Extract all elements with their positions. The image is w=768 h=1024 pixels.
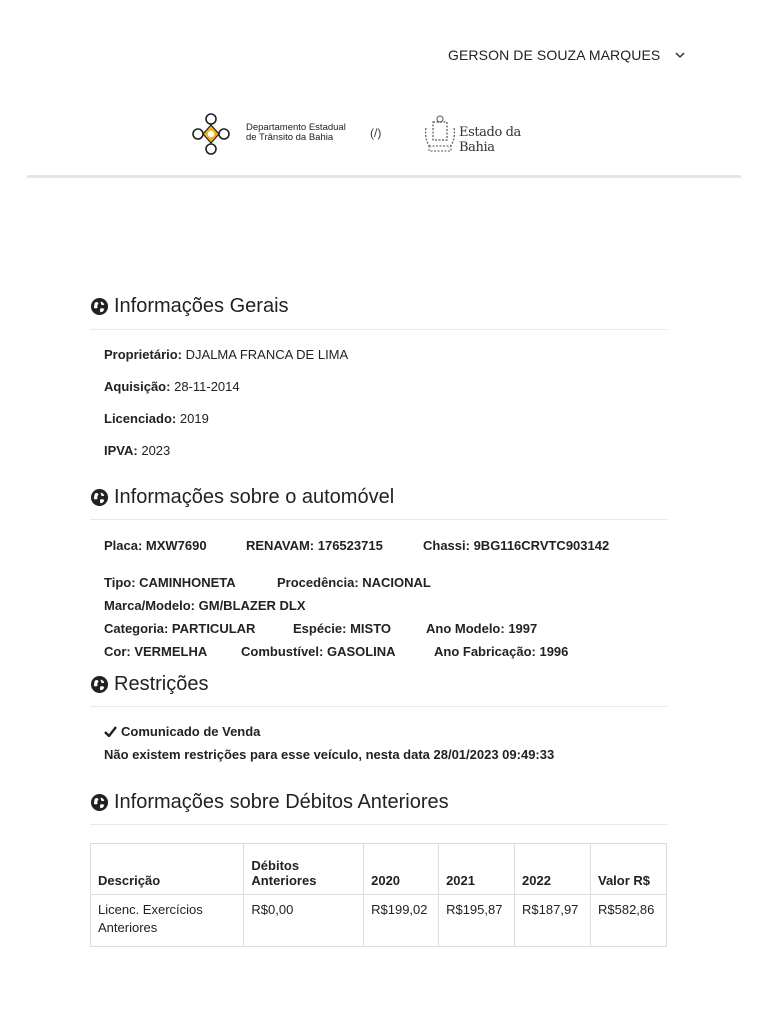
- sale-notice-text: Comunicado de Venda: [121, 724, 261, 739]
- species-field: Espécie: MISTO: [293, 621, 392, 636]
- column-header: Débitos Anteriores: [244, 844, 364, 895]
- restrictions-message-text: Não existem restrições para esse veículo, nesta data 28/01/2023 09:49:33: [104, 747, 555, 762]
- column-header: Valor R$: [590, 844, 666, 895]
- owner-label: Proprietário:: [104, 347, 183, 362]
- color-field: Cor: VERMELHA: [104, 644, 208, 659]
- restrictions-title: [90, 673, 667, 696]
- debts-title: [90, 791, 667, 814]
- column-header: Descrição: [91, 844, 244, 895]
- fuel-field: Combustível: GASOLINA: [241, 644, 396, 659]
- detran-name: Departamento Estadual de Trânsito da Bahia: [246, 122, 346, 143]
- plate-field: Placa: MXW7690: [104, 538, 207, 553]
- acquisition-field: [104, 379, 240, 394]
- table-cell: R$199,02: [364, 895, 439, 947]
- acquisition-label: Aquisição:: [104, 379, 171, 394]
- globe-icon: [90, 297, 109, 316]
- table-cell: R$195,87: [439, 895, 515, 947]
- state-name: Estado da Bahia: [459, 125, 521, 155]
- acquisition-value: 28-11-2014: [174, 379, 240, 394]
- chevron-down-icon[interactable]: [674, 49, 686, 61]
- column-header: 2020: [364, 844, 439, 895]
- manufacture-year-field: Ano Fabricação: 1996: [434, 644, 569, 659]
- divider: [90, 706, 667, 707]
- column-header: 2021: [439, 844, 515, 895]
- category-field: Categoria: PARTICULAR: [104, 621, 256, 636]
- debts-table: [90, 843, 667, 947]
- section-heading: Informações sobre o automóvel: [114, 486, 395, 508]
- vehicle-info-title: [90, 486, 667, 509]
- divider: [90, 824, 667, 825]
- section-heading: Informações sobre Débitos Anteriores: [114, 791, 449, 813]
- user-menu[interactable]: [448, 47, 686, 63]
- table-row: [91, 895, 667, 947]
- make-model-field: Marca/Modelo: GM/BLAZER DLX: [104, 598, 306, 613]
- section-heading: Restrições: [114, 673, 209, 695]
- ipva-label: IPVA:: [104, 443, 138, 458]
- table-cell: R$0,00: [244, 895, 364, 947]
- logo-separator: (/): [370, 126, 382, 140]
- column-header: 2022: [515, 844, 591, 895]
- header-divider: [27, 175, 741, 178]
- divider: [90, 329, 667, 330]
- header-logos: [190, 112, 550, 156]
- bahia-coat-of-arms-logo: [423, 114, 457, 154]
- owner-field: [104, 347, 348, 362]
- renavam-field: RENAVAM: 176523715: [246, 538, 383, 553]
- licensed-label: Licenciado:: [104, 411, 177, 426]
- licensed-field: [104, 411, 209, 426]
- check-icon: [104, 726, 117, 737]
- table-cell: Licenc. Exercícios Anteriores: [91, 895, 244, 947]
- table-cell: R$582,86: [590, 895, 666, 947]
- section-heading: Informações Gerais: [114, 295, 289, 317]
- detran-logo: [190, 112, 230, 156]
- licensed-value: 2019: [179, 411, 209, 426]
- divider: [90, 519, 667, 520]
- ipva-field: [104, 443, 170, 458]
- ipva-value: 2023: [141, 443, 171, 458]
- globe-icon: [90, 793, 109, 812]
- model-year-field: Ano Modelo: 1997: [426, 621, 538, 636]
- user-name[interactable]: GERSON DE SOUZA MARQUES: [448, 47, 661, 63]
- type-field: Tipo: CAMINHONETA: [104, 575, 236, 590]
- globe-icon: [90, 488, 109, 507]
- owner-value: DJALMA FRANCA DE LIMA: [185, 347, 349, 362]
- table-cell: R$187,97: [515, 895, 591, 947]
- table-header-row: [91, 844, 667, 895]
- sale-notice-line: [104, 724, 260, 739]
- general-info-title: [90, 295, 667, 318]
- chassis-field: Chassi: 9BG116CRVTC903142: [423, 538, 610, 553]
- origin-field: Procedência: NACIONAL: [277, 575, 431, 590]
- globe-icon: [90, 675, 109, 694]
